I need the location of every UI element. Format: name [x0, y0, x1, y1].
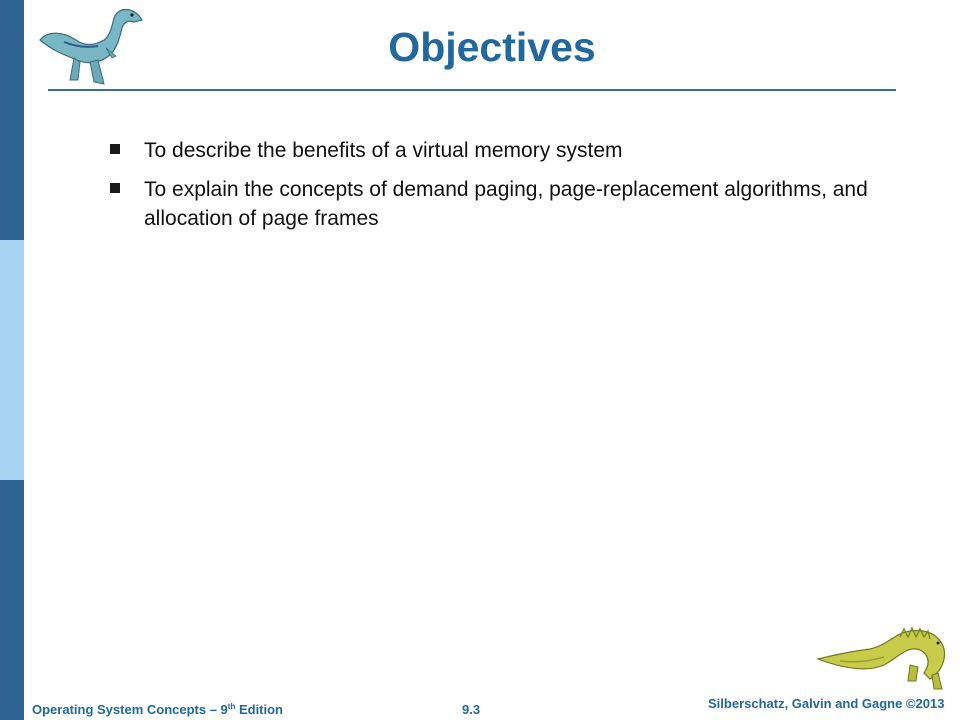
footer-book-suffix: Edition	[235, 702, 284, 717]
sidebar-stripe-middle	[0, 240, 24, 480]
square-bullet-icon	[110, 183, 120, 193]
bullet-text: To explain the concepts of demand paging, page-replacement algorithms, and allocation of page frames	[144, 178, 868, 230]
footer-book-superscript: th	[227, 702, 236, 711]
sidebar-stripe-top	[0, 0, 24, 240]
square-bullet-icon	[110, 144, 120, 154]
bullet-text: To describe the benefits of a virtual memory system	[144, 139, 623, 162]
title-divider	[48, 89, 896, 91]
page-number: 9.3	[462, 702, 481, 717]
list-item	[108, 175, 888, 233]
footer-book-title	[32, 702, 283, 717]
page-title: Objectives	[388, 24, 596, 70]
footer-book-prefix: Operating System Concepts – 9	[32, 702, 228, 717]
footer-copyright: Silberschatz, Galvin and Gagne ©2013	[708, 696, 945, 711]
objectives-list	[108, 136, 888, 243]
list-item	[108, 136, 888, 165]
sidebar-stripe-bottom	[0, 480, 24, 720]
dinosaur-icon	[814, 617, 952, 693]
